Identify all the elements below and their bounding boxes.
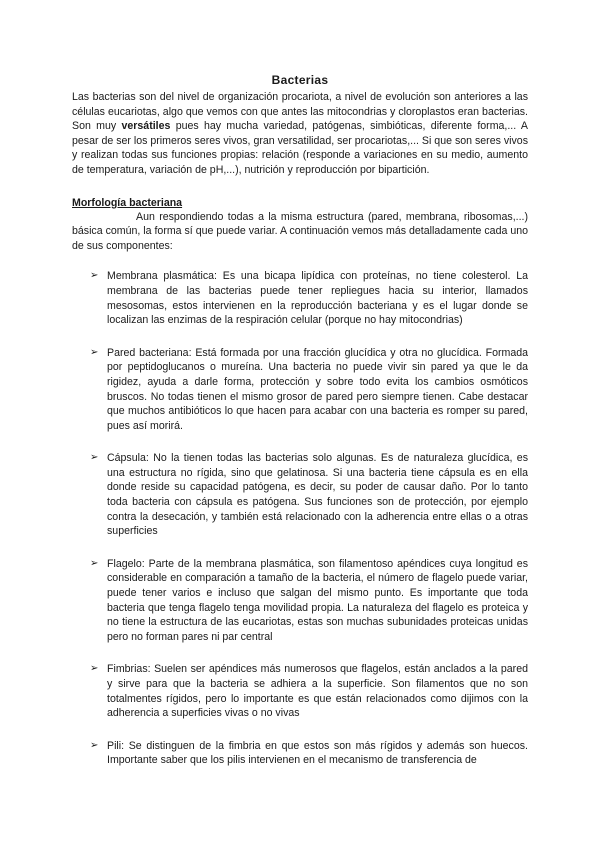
list-item-pili <box>72 739 528 768</box>
arrow-bullet-icon: ➢ <box>90 557 99 569</box>
components-list <box>72 269 528 768</box>
list-item-text: Pared bacteriana: Está formada por una fracción glucídica y otra no glucídica. Formada por peptidoglucanos o mureína. Una bacteria no puede vivir sin pared ya que le da rigidez, ayuda a darle forma, protección y sobre todo evita los cambios osmóticos bruscos. No todas tienen el mismo grosor de pared pero siempre tienen. Cabe destacar que muchos antibióticos lo que hacen para acabar con una bacteria es romper su pared, pues así morirá. <box>107 346 528 432</box>
intro-bold-word: versátiles <box>121 120 171 133</box>
document-page <box>72 72 528 786</box>
list-item-text: Cápsula: No la tienen todas las bacterias solo algunas. Es de naturaleza glucídica, es una estructura no rígida, sino que gelatinosa. Si una bacteria tiene cápsula es en ella donde reside su capacidad patógena, es decir, su poder de causar daño. Por lo tanto toda bacteria con cápsula es patógena. Sus funciones son de protección, por ejemplo contra la desecación, y también está relacionado con la adherencia entre ellas o a otras superficies <box>107 452 528 538</box>
arrow-bullet-icon: ➢ <box>90 452 99 464</box>
list-item-capsula <box>72 451 528 539</box>
intro-text-1: Las bacterias son del nivel de organización procariota, a nivel de evolución son anteriores a las células eucariotas, algo que vemos con que antes las mitocondrias y cloroplastos eran bacterias. Son muy <box>72 91 528 133</box>
list-item-membrana <box>72 269 528 327</box>
arrow-bullet-icon: ➢ <box>90 663 99 675</box>
list-item-flagelo <box>72 557 528 645</box>
intro-paragraph <box>72 90 528 178</box>
list-item-text: Fimbrias: Suelen ser apéndices más numerosos que flagelos, están anclados a la pared y sirve para que la bacteria se adhiera a la superficie. Son filamentos que no son totalmentes rígidos, pero lo importante es que están relacionados como dijimos con la adherencia a superficies vivas o no vivas <box>107 663 528 720</box>
list-item-pared <box>72 346 528 434</box>
list-item-text: Pili: Se distinguen de la fimbria en que estos son más rígidos y además son huecos. Importante saber que los pilis intervienen en el mecanismo de transferencia de <box>107 739 528 767</box>
document-title: Bacterias <box>271 73 329 87</box>
list-item-text: Membrana plasmática: Es una bicapa lipídica con proteínas, no tiene colesterol. La membrana de las bacterias puede tener repliegues hacia su interior, llamados mesosomas, estos intervienen en la reproducción bacteriana y es el lugar donde se localizan las enzimas de la respiración celular (porque no hay mitocondrias) <box>107 270 528 327</box>
section-paragraph: Aun respondiendo todas a la misma estructura (pared, membrana, ribosomas,...) básica común, la forma sí que puede variar. A continuación vemos más detalladamente cada uno de sus componentes: <box>72 210 528 252</box>
arrow-bullet-icon: ➢ <box>90 739 99 751</box>
section-heading: Morfología bacteriana <box>72 196 183 209</box>
intro-text-2: pues hay mucha variedad, patógenas, simbióticas, diferente forma,... A pesar de ser los primeros seres vivos, gran versatilidad, ser procariotas,... Si que son seres vivos y realizan todas sus funciones propias: relación (responde a variaciones en su medio, aumento de temperatura, variación de pH,...), nutrición y reproducción por bipartición. <box>72 120 528 176</box>
arrow-bullet-icon: ➢ <box>90 270 99 282</box>
list-item-fimbrias <box>72 662 528 720</box>
arrow-bullet-icon: ➢ <box>90 346 99 358</box>
list-item-text: Flagelo: Parte de la membrana plasmática, son filamentoso apéndices cuya longitud es considerable en comparación a tamaño de la bacteria, el número de flagelo puede variar, puede tener varios e incluso que salgan del mismo punto. Es importante que toda bacteria que tenga flagelo tenga movilidad propia. La naturaleza del flagelo es proteica y no tiene la estructura de las eucariotas, estas son muchas subunidades proteicas unidas pero no forman pares ni par central <box>107 557 528 643</box>
